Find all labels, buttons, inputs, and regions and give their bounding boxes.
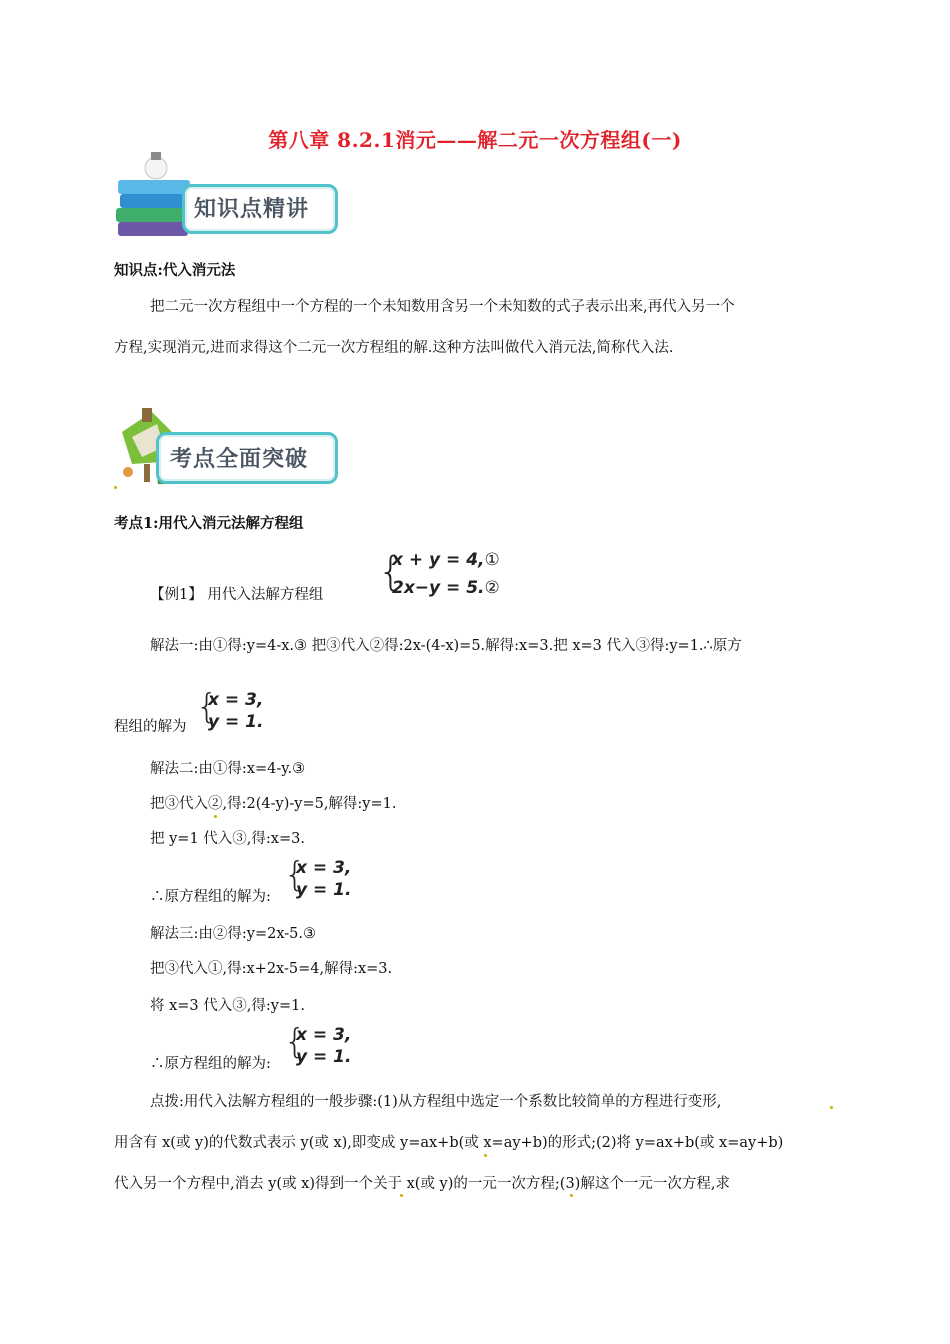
equation-1: x + y = 4, [392,550,485,570]
method1-line1: 解法一:由①得:y=4-x.③ 把③代入②得:2x-(4-x)=5.解得:x=3.把 x=3 代入③得:y=1.∴原方 [150,638,742,654]
solution-y: y = 1. [208,712,264,732]
tip-line2: 用含有 x(或 y)的代数式表示 y(或 x),即变成 y=ax+b(或 x=ay+b)的形式;(2)将 y=ax+b(或 x=ay+b) [114,1135,784,1151]
method3-line2: 把③代入①,得:x+2x-5=4,解得:x=3. [150,961,393,977]
stray-dot [830,1106,833,1109]
method2-line2: 把③代入②,得:2(4-y)-y=5,解得:y=1. [150,796,397,812]
knowledge-paragraph-line1: 把二元一次方程组中一个方程的一个未知数用含另一个未知数的式子表示出来,再代入另一个 [150,299,735,315]
exam-heading: 考点1:用代入消元法解方程组 [114,515,304,532]
stray-dot [570,1194,573,1197]
solution-x: x = 3, [296,1025,352,1045]
solution-y: y = 1. [296,880,352,900]
equation-system [378,548,508,604]
tip-line1: 点拨:用代入法解方程组的一般步骤:(1)从方程组中选定一个系数比较简单的方程进行变形, [150,1094,722,1110]
equation-2: 2x−y = 5. [392,578,485,598]
solution-system-1: { x = 3, y = 1. [196,687,264,732]
method2-line4: ∴原方程组的解为: [150,889,271,905]
stray-dot [214,815,217,818]
solution-system-2: { x = 3, y = 1. [284,855,352,900]
knowledge-paragraph-line2: 方程,实现消元,进而求得这个二元一次方程组的解.这种方法叫做代入消元法,简称代入法. [114,340,674,356]
method1-line2: 程组的解为 [114,719,187,735]
solution-y: y = 1. [296,1047,352,1067]
knowledge-heading: 知识点:代入消元法 [114,262,236,279]
method3-line3: 将 x=3 代入③,得:y=1. [150,998,305,1014]
tip-line3: 代入另一个方程中,消去 y(或 x)得到一个关于 x(或 y)的一元一次方程;(3)解这个一元一次方程,求 [114,1176,730,1192]
exam-banner [112,402,342,492]
solution-x: x = 3, [296,858,352,878]
stray-dot [114,486,117,489]
method2-line1: 解法二:由①得:x=4-y.③ [150,761,306,777]
stray-dot [400,1194,403,1197]
equation-2-marker: ② [484,578,500,598]
solution-x: x = 3, [208,690,264,710]
method3-line4: ∴原方程组的解为: [150,1056,271,1072]
equation-1-marker: ① [484,550,500,570]
page-title: 第八章 8.2.1消元——解二元一次方程组(一) [268,128,682,152]
method2-line3: 把 y=1 代入③,得:x=3. [150,831,305,847]
left-brace: { [378,549,404,595]
example-label: 【例1】 用代入法解方程组 [150,587,324,603]
knowledge-banner [112,150,342,242]
stray-dot [484,1154,487,1157]
exam-banner-label: 考点全面突破 [170,447,309,472]
method3-line1: 解法三:由②得:y=2x-5.③ [150,926,316,942]
knowledge-banner-label: 知识点精讲 [194,197,310,222]
solution-system-3: { x = 3, y = 1. [284,1022,352,1067]
